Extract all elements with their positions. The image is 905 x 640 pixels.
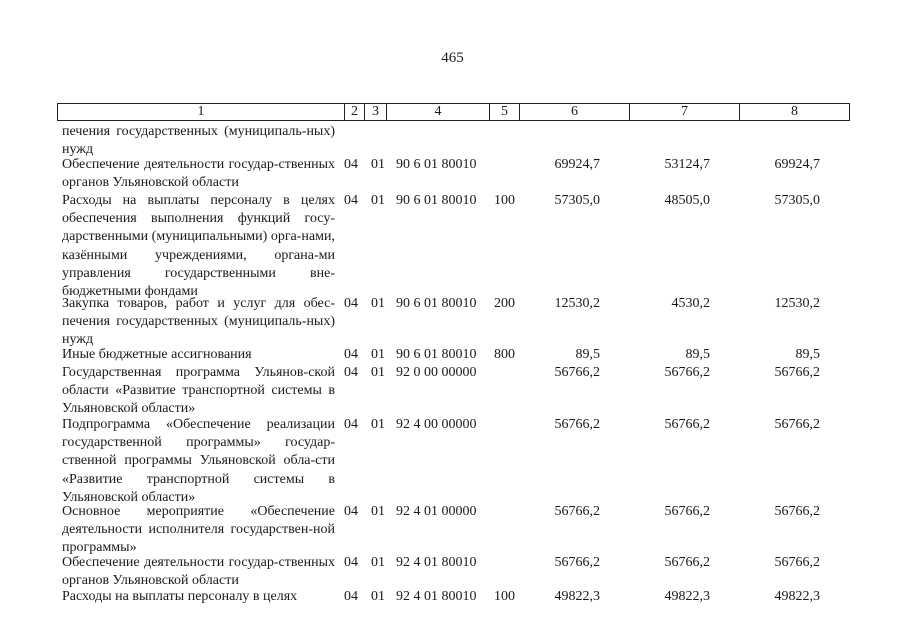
row-value-6: 89,5 — [575, 347, 600, 362]
row-code: 92 4 01 00000 — [396, 504, 477, 519]
row-subsection: 01 — [371, 589, 385, 604]
row-subsection: 01 — [371, 504, 385, 519]
row-value-8: 69924,7 — [774, 157, 820, 172]
table-header — [57, 103, 850, 121]
row-section: 04 — [344, 365, 358, 380]
row-value-6: 56766,2 — [554, 555, 600, 570]
row-section: 04 — [344, 157, 358, 172]
row-value-6: 12530,2 — [554, 296, 600, 311]
row-code: 92 4 01 80010 — [396, 555, 477, 570]
row-subsection: 01 — [371, 157, 385, 172]
row-value-8: 56766,2 — [774, 504, 820, 519]
row-code: 90 6 01 80010 — [396, 193, 477, 208]
row-section: 04 — [344, 417, 358, 432]
row-value-8: 89,5 — [795, 347, 820, 362]
row-value-8: 56766,2 — [774, 417, 820, 432]
row-value-6: 56766,2 — [554, 365, 600, 380]
row-section: 04 — [344, 504, 358, 519]
header-col-8: 8 — [739, 104, 849, 120]
row-section: 04 — [344, 347, 358, 362]
row-value-7: 4530,2 — [671, 296, 710, 311]
row-value-7: 53124,7 — [664, 157, 710, 172]
row-name: Подпрограмма «Обеспечение реализации государственной программы» государ-ственной программы Ульяновской обла-сти «Развитие транспортной системы в Ульяновской области» — [62, 417, 335, 505]
row-value-7: 89,5 — [685, 347, 710, 362]
row-value-6: 57305,0 — [554, 193, 600, 208]
row-section: 04 — [344, 555, 358, 570]
row-vr: 800 — [494, 347, 515, 362]
row-value-7: 56766,2 — [664, 365, 710, 380]
row-code: 92 0 00 00000 — [396, 365, 477, 380]
row-code: 92 4 00 00000 — [396, 417, 477, 432]
row-value-8: 56766,2 — [774, 365, 820, 380]
row-value-7: 56766,2 — [664, 504, 710, 519]
row-subsection: 01 — [371, 347, 385, 362]
row-value-8: 49822,3 — [774, 589, 820, 604]
row-value-6: 56766,2 — [554, 504, 600, 519]
row-subsection: 01 — [371, 365, 385, 380]
row-code: 90 6 01 80010 — [396, 347, 477, 362]
row-section: 04 — [344, 193, 358, 208]
row-name: Расходы на выплаты персоналу в целях — [62, 589, 298, 604]
row-vr: 100 — [494, 589, 515, 604]
header-col-6: 6 — [519, 104, 629, 120]
row-value-7: 48505,0 — [664, 193, 710, 208]
row-subsection: 01 — [371, 193, 385, 208]
header-col-5: 5 — [489, 104, 519, 120]
header-col-4: 4 — [386, 104, 489, 120]
row-value-6: 49822,3 — [554, 589, 600, 604]
row-value-7: 56766,2 — [664, 417, 710, 432]
row-subsection: 01 — [371, 417, 385, 432]
row-subsection: 01 — [371, 555, 385, 570]
row-subsection: 01 — [371, 296, 385, 311]
header-col-3: 3 — [364, 104, 386, 120]
row-vr: 200 — [494, 296, 515, 311]
row-value-6: 69924,7 — [554, 157, 600, 172]
row-value-6: 56766,2 — [554, 417, 600, 432]
row-vr: 100 — [494, 193, 515, 208]
row-name: Расходы на выплаты персоналу в целях обеспечения выполнения функций госу-дарственными (муниципальными) орга-нами, казёнными учреждениями, органа-ми управления государственными вне-бюджетными фондами — [62, 193, 335, 300]
row-code: 90 6 01 80010 — [396, 157, 477, 172]
row-value-8: 56766,2 — [774, 555, 820, 570]
row-value-8: 12530,2 — [774, 296, 820, 311]
row-name: печения государственных (муниципаль-ных) нужд — [62, 124, 335, 158]
row-section: 04 — [344, 589, 358, 604]
row-value-8: 57305,0 — [774, 193, 820, 208]
row-value-7: 56766,2 — [664, 555, 710, 570]
row-name: Иные бюджетные ассигнования — [62, 347, 252, 362]
header-col-1: 1 — [197, 104, 205, 119]
row-code: 92 4 01 80010 — [396, 589, 477, 604]
row-value-7: 49822,3 — [664, 589, 710, 604]
header-col-7: 7 — [629, 104, 739, 120]
row-section: 04 — [344, 296, 358, 311]
row-name: Закупка товаров, работ и услуг для обес-печения государственных (муниципаль-ных) нужд — [62, 296, 335, 348]
page-number: 465 — [441, 50, 464, 66]
row-code: 90 6 01 80010 — [396, 296, 477, 311]
row-name: Основное мероприятие «Обеспечение деятельности исполнителя государствен-ной программы» — [62, 504, 335, 556]
row-name: Государственная программа Ульянов-ской области «Развитие транспортной системы в Ульяновской области» — [62, 365, 335, 417]
row-name: Обеспечение деятельности государ-ственных органов Ульяновской области — [62, 555, 335, 589]
row-name: Обеспечение деятельности государ-ственных органов Ульяновской области — [62, 157, 335, 191]
header-col-2: 2 — [344, 104, 364, 120]
